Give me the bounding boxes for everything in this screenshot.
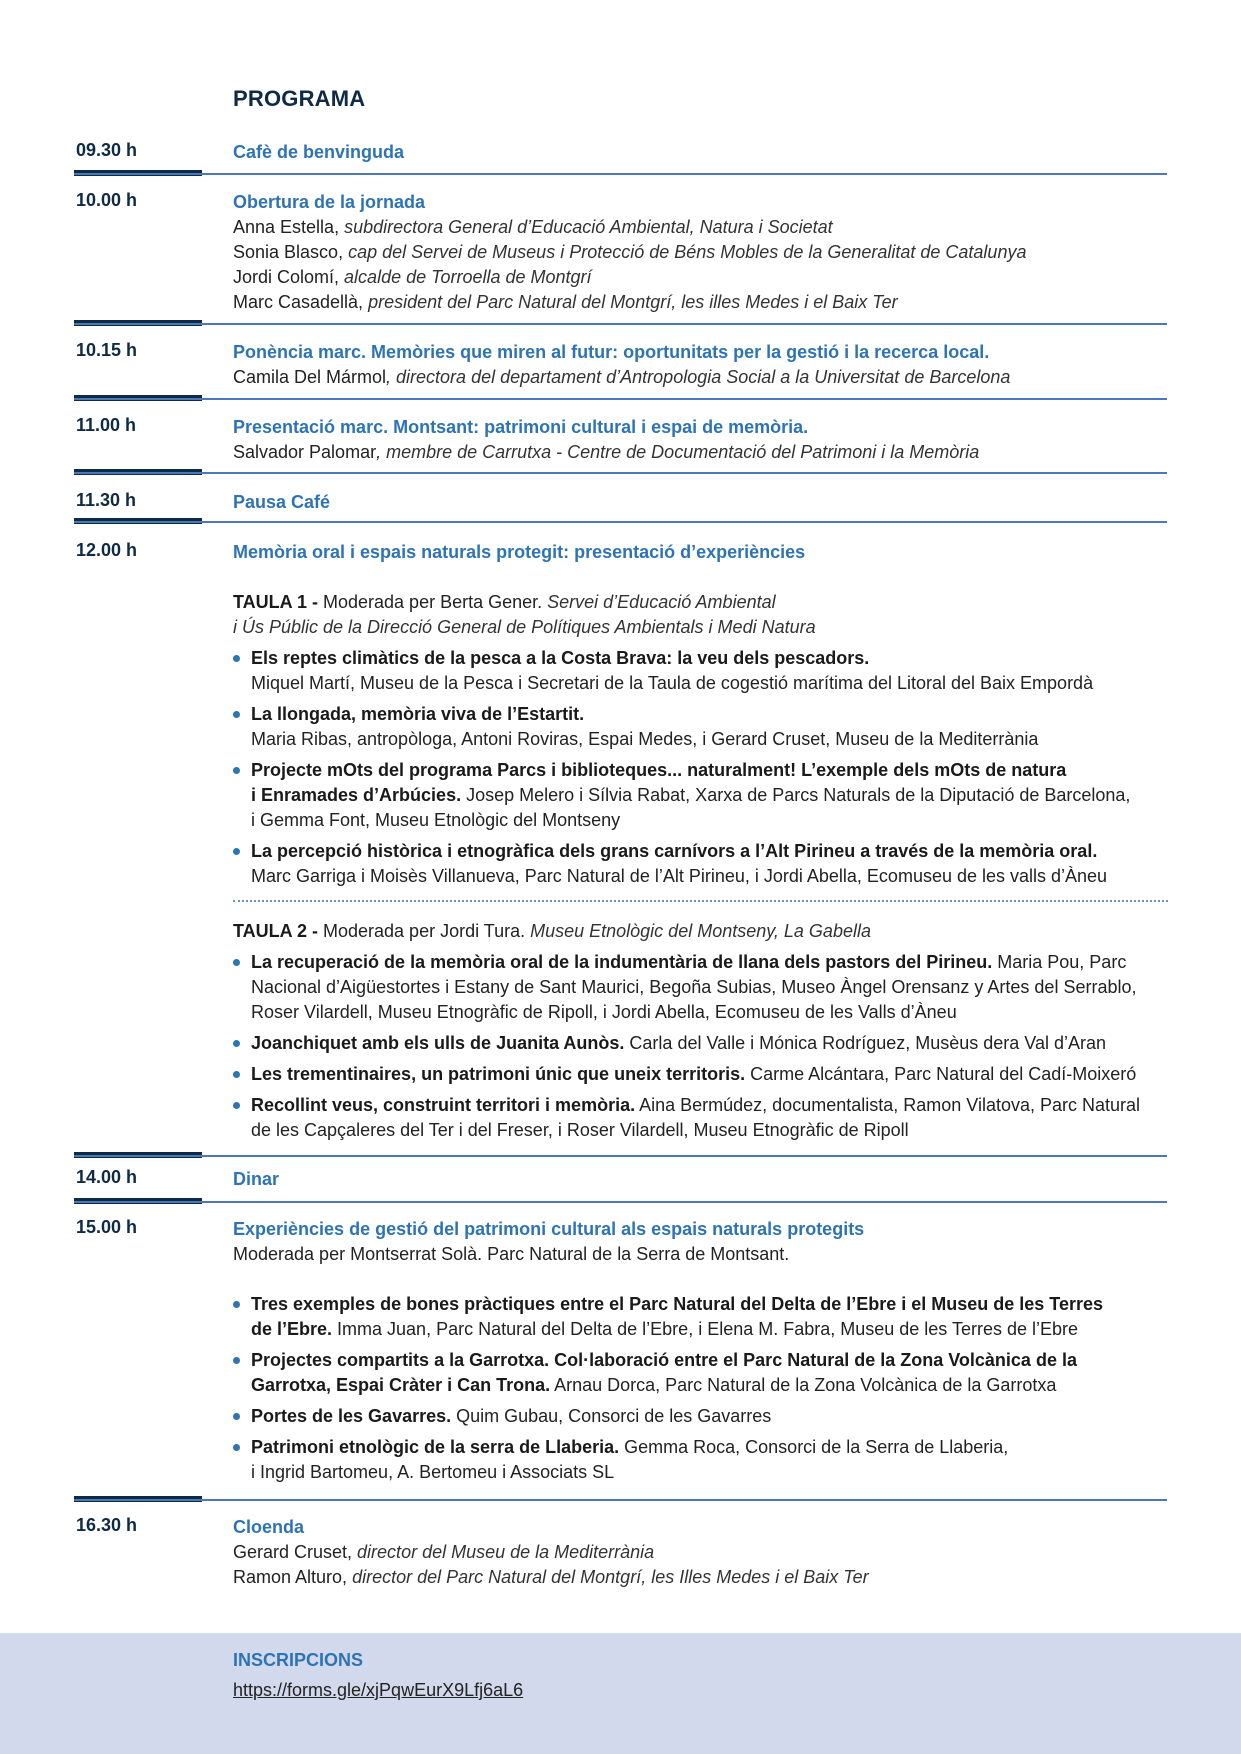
registration-title: INSCRIPCIONS <box>233 1650 364 1670</box>
speaker-name: Sonia Blasco, <box>233 242 349 262</box>
speaker-line <box>233 215 1168 240</box>
time-label: 09.30 h <box>76 140 138 160</box>
time-label: 10.15 h <box>76 340 138 360</box>
list-item: Joanchiquet amb els ulls de Juanita Aunòs. Carla del Valle i Mónica Rodríguez, Musèus dera Val d’Aran <box>233 1031 1168 1056</box>
session-title: Memòria oral i espais naturals protegit: presentació d’experiències <box>233 542 806 562</box>
bullet-icon <box>233 655 240 662</box>
time-label: 10.00 h <box>76 190 138 210</box>
list-item: Portes de les Gavarres. Quim Gubau, Consorci de les Gavarres <box>233 1404 1168 1429</box>
speaker-name: Jordi Colomí, <box>233 267 345 287</box>
speaker-name: Salvador Palomar <box>233 442 377 462</box>
session-title: Dinar <box>233 1169 280 1189</box>
registration-link[interactable]: https://forms.gle/xjPqwEurX9Lfj6aL6 <box>233 1680 524 1700</box>
list-item: Les trementinaires, un patrimoni únic que uneix territoris. Carme Alcántara, Parc Natural del Cadí-Moixeró <box>233 1062 1168 1087</box>
time-label: 12.00 h <box>76 540 138 560</box>
moderator-line: Moderada per Montserrat Solà. Parc Natural de la Serra de Montsant. <box>233 1244 790 1264</box>
bullet-icon <box>233 1040 240 1047</box>
speaker-role: director del Museu de la Mediterrània <box>357 1542 655 1562</box>
list-item: Patrimoni etnològic de la serra de Llaberia. Gemma Roca, Consorci de la Serra de Llaberia, i Ingrid Bartomeu, A. Bertomeu i Associats SL <box>233 1435 1168 1485</box>
speaker-role: director del Parc Natural del Montgrí, les Illes Medes i el Baix Ter <box>352 1567 869 1587</box>
speaker-role: subdirectora General d’Educació Ambiental, Natura i Societat <box>344 217 833 237</box>
taula-label: TAULA 1 - <box>233 592 323 612</box>
list-item: Projecte mOts del programa Parcs i biblioteques... naturalment! L’exemple dels mOts de natura i Enramades d’Arbúcies. Josep Melero i Sílvia Rabat, Xarxa de Parcs Naturals de la Diputació de Barcelona, i Gemma Font, Museu Etnològic del Montseny <box>233 758 1168 833</box>
speaker-name: Gerard Cruset, <box>233 1542 358 1562</box>
bullet-icon <box>233 959 240 966</box>
page-title: PROGRAMA <box>233 86 366 111</box>
taula-2-heading <box>233 919 1168 944</box>
session-title: Experiències de gestió del patrimoni cultural als espais naturals protegits <box>233 1219 865 1239</box>
bullet-icon <box>233 1102 240 1109</box>
registration-footer <box>0 1633 1241 1754</box>
speaker-name: Marc Casadellà, <box>233 292 369 312</box>
time-label: 15.00 h <box>76 1217 138 1237</box>
separator-line <box>74 472 1167 474</box>
session-title: Obertura de la jornada <box>233 192 426 212</box>
speaker-name: Ramon Alturo, <box>233 1567 353 1587</box>
taula-org: Servei d’Educació Ambiental <box>547 592 776 612</box>
time-label: 11.00 h <box>76 415 137 435</box>
taula-label: TAULA 2 - <box>233 921 323 941</box>
taula-moderator: Moderada per Berta Gener. <box>323 592 548 612</box>
taula-2-list <box>233 950 1168 1143</box>
bullet-icon <box>233 1413 240 1420</box>
session-title: Ponència marc. Memòries que miren al futur: oportunitats per la gestió i la recerca local. <box>233 342 990 362</box>
separator-line <box>74 1155 1167 1157</box>
list-item: Projectes compartits a la Garrotxa. Col·laboració entre el Parc Natural de la Zona Volcànica de la Garrotxa, Espai Cràter i Can Trona. Arnau Dorca, Parc Natural de la Zona Volcànica de la Garrotxa <box>233 1348 1168 1398</box>
session-title: Presentació marc. Montsant: patrimoni cultural i espai de memòria. <box>233 417 809 437</box>
session-title: Cafè de benvinguda <box>233 142 405 162</box>
separator-line <box>74 521 1167 523</box>
taula-moderator: Moderada per Jordi Tura. <box>323 921 531 941</box>
taula-org-line: i Ús Públic de la Direcció General de Polítiques Ambientals i Medi Natura <box>233 617 816 637</box>
experiences-list <box>233 1292 1168 1485</box>
speaker-role: , directora del departament d’Antropologia Social a la Universitat de Barcelona <box>386 367 1011 387</box>
speaker-name: Anna Estella, <box>233 217 345 237</box>
speaker-role: president del Parc Natural del Montgrí, les illes Medes i el Baix Ter <box>368 292 898 312</box>
list-item: La recuperació de la memòria oral de la indumentària de llana dels pastors del Pirineu. Maria Pou, Parc Nacional d’Aigüestortes i Estany de Sant Maurici, Begoña Subias, Museo Àngel Orensanz y Artes del Serrablo, Roser Vilardell, Museu Etnogràfic de Ripoll, i Jordi Abella, Ecomuseu de les Valls d’Àneu <box>233 950 1168 1025</box>
time-label: 14.00 h <box>76 1167 138 1187</box>
separator-line <box>74 1201 1167 1203</box>
dotted-divider <box>233 900 1168 902</box>
time-label: 16.30 h <box>76 1515 138 1535</box>
session-title: Pausa Café <box>233 492 331 512</box>
session-title: Cloenda <box>233 1517 305 1537</box>
speaker-line <box>233 240 1168 265</box>
list-item: Tres exemples de bones pràctiques entre el Parc Natural del Delta de l’Ebre i el Museu de les Terres de l’Ebre. Imma Juan, Parc Natural del Delta de l’Ebre, i Elena M. Fabra, Museu de les Terres de l’Ebre <box>233 1292 1168 1342</box>
separator-line <box>74 323 1167 325</box>
speaker-line <box>233 265 1168 290</box>
list-item: Recollint veus, construint territori i memòria. Aina Bermúdez, documentalista, Ramon Vilatova, Parc Natural de les Capçaleres del Ter i del Freser, i Roser Vilardell, Museu Etnogràfic de Ripoll <box>233 1093 1168 1143</box>
bullet-icon <box>233 1071 240 1078</box>
separator-line <box>74 398 1167 400</box>
speaker-role: , membre de Carrutxa - Centre de Documentació del Patrimoni i la Memòria <box>376 442 980 462</box>
bullet-icon <box>233 1357 240 1364</box>
bullet-icon <box>233 848 240 855</box>
speaker-name: Camila Del Mármol <box>233 367 387 387</box>
speaker-line <box>233 290 1168 315</box>
bullet-icon <box>233 767 240 774</box>
bullet-icon <box>233 1301 240 1308</box>
bullet-icon <box>233 711 240 718</box>
taula-1-list <box>233 646 1168 889</box>
list-item: La percepció històrica i etnogràfica dels grans carnívors a l’Alt Pirineu a través de la memòria oral. Marc Garriga i Moisès Villanueva, Parc Natural de l’Alt Pirineu, i Jordi Abella, Ecomuseu de les valls d’Àneu <box>233 839 1168 889</box>
taula-org: Museu Etnològic del Montseny, La Gabella <box>530 921 871 941</box>
speaker-role: alcalde de Torroella de Montgrí <box>344 267 592 287</box>
time-label: 11.30 h <box>76 490 137 510</box>
list-item: La llongada, memòria viva de l’Estartit. Maria Ribas, antropòloga, Antoni Roviras, Espai Medes, i Gerard Cruset, Museu de la Mediterrània <box>233 702 1168 752</box>
taula-1-heading <box>233 590 1168 615</box>
bullet-icon <box>233 1444 240 1451</box>
separator-line <box>74 1499 1167 1501</box>
separator-line <box>74 173 1167 175</box>
speaker-role: cap del Servei de Museus i Protecció de Béns Mobles de la Generalitat de Catalunya <box>348 242 1027 262</box>
list-item: Els reptes climàtics de la pesca a la Costa Brava: la veu dels pescadors. Miquel Martí, Museu de la Pesca i Secretari de la Taula de cogestió marítima del Litoral del Baix Empordà <box>233 646 1168 696</box>
